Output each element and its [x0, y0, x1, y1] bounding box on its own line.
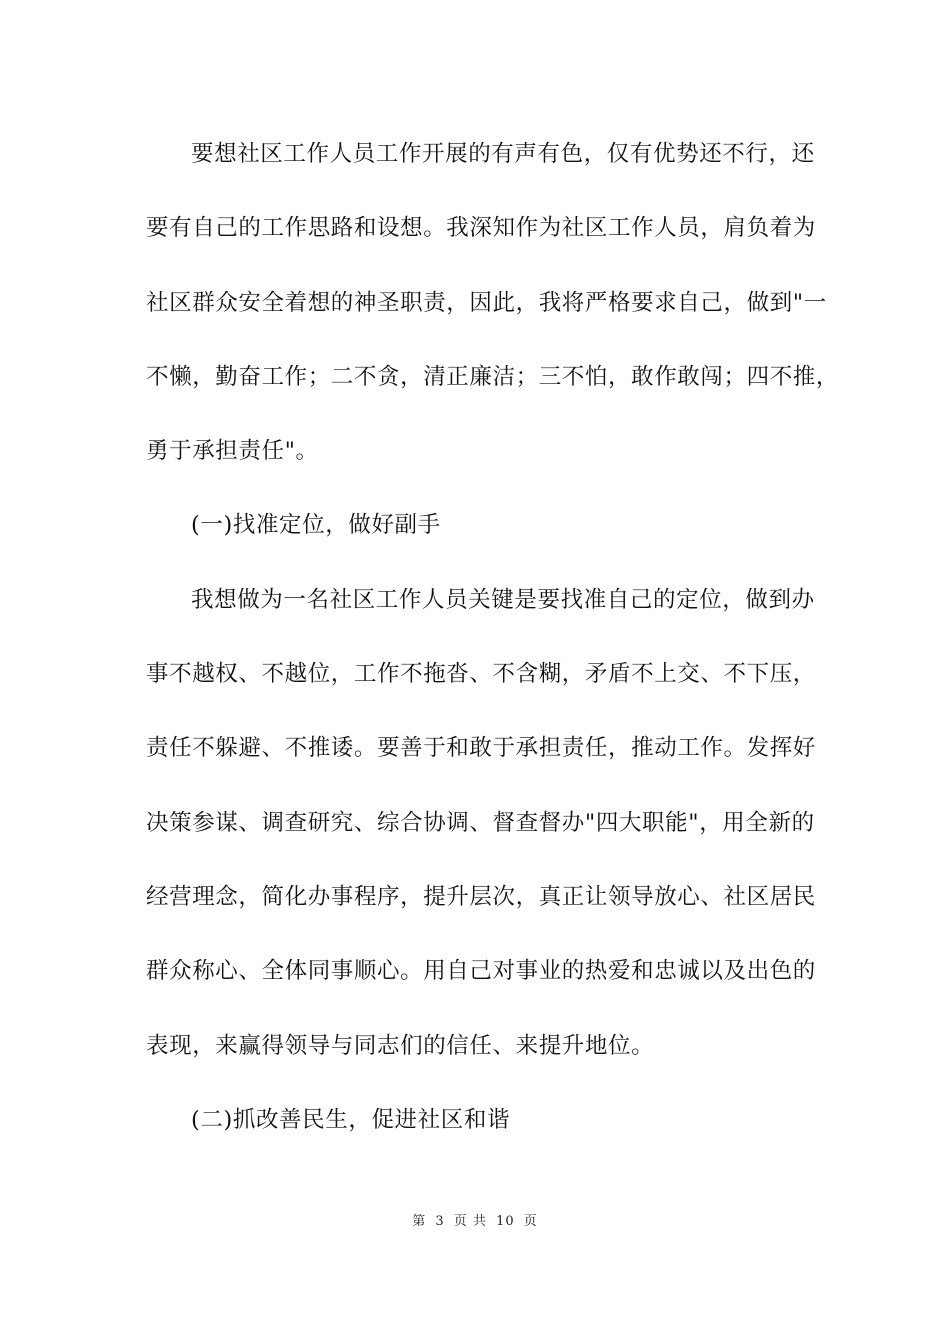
text-line: 事不越权、不越位，工作不拖沓、不含糊，矛盾不上交、不下压，	[146, 661, 816, 688]
footer-current-page: 3	[435, 1214, 445, 1229]
text-line: (二)抓改善民生，促进社区和谐	[191, 1106, 511, 1133]
footer-prefix: 第	[412, 1214, 427, 1229]
text-line: 群众称心、全体同事顺心。用自己对事业的热爱和忠诚以及出色的	[146, 958, 816, 985]
page-footer	[0, 1210, 950, 1229]
text-line: 表现，来赢得领导与同志们的信任、来提升地位。	[146, 1032, 655, 1059]
text-line: 不懒，勤奋工作；二不贪，清正廉洁；三不怕，敢作敢闯；四不推，	[146, 363, 840, 390]
text-line: 社区群众安全着想的神圣职责，因此，我将严格要求自己，做到"一	[146, 289, 827, 316]
text-line: 责任不躲避、不推诿。要善于和敢于承担责任，推动工作。发挥好	[146, 735, 816, 762]
footer-middle: 页 共	[453, 1214, 487, 1229]
text-line: (一)找准定位，做好副手	[191, 512, 441, 539]
footer-suffix: 页	[523, 1214, 538, 1229]
footer-total-pages: 10	[496, 1214, 515, 1229]
text-line: 勇于承担责任"。	[146, 438, 319, 465]
text-line: 我想做为一名社区工作人员关键是要找准自己的定位，做到办	[191, 586, 815, 613]
text-line: 要想社区工作人员工作开展的有声有色，仅有优势还不行，还	[191, 141, 815, 167]
text-line: 要有自己的工作思路和设想。我深知作为社区工作人员，肩负着为	[146, 215, 816, 242]
text-line: 决策参谋、调查研究、综合协调、督查督办"四大职能"，用全新的	[146, 809, 815, 836]
document-body	[146, 132, 840, 1172]
text-line: 经营理念，简化办事程序，提升层次，真正让领导放心、社区居民	[146, 883, 816, 910]
